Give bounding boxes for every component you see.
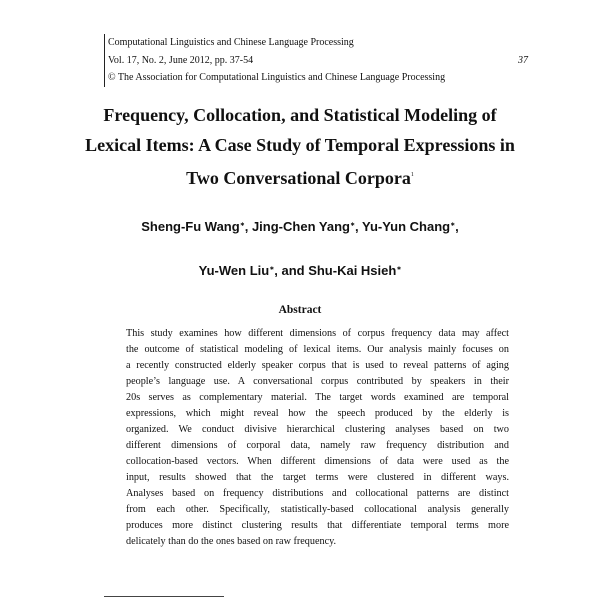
author-separator: , <box>455 219 459 234</box>
abstract-line: produces more distinct clustering results that differentiate temporal terms more <box>126 520 509 531</box>
abstract-line: delicately than do the ones based on raw frequency. <box>126 536 337 547</box>
abstract-body <box>126 326 509 550</box>
author-line <box>60 215 540 259</box>
author-list <box>60 215 540 303</box>
copyright-notice: © The Association for Computational Linguistics and Chinese Language Processing <box>108 72 446 83</box>
title-line: Lexical Items: A Case Study of Temporal Expressions in <box>85 135 515 155</box>
abstract-line: organized. We conduct divisive hierarchical clustering analyses based on two <box>126 424 509 435</box>
abstract-line: This study examines how different dimensions of corpus frequency data may affect <box>126 328 509 339</box>
affiliation-mark: ∗ <box>269 266 275 272</box>
author-name: Yu-Wen Liu <box>198 263 270 278</box>
author-name: Sheng-Fu Wang <box>141 219 240 234</box>
volume-info: Vol. 17, No. 2, June 2012, pp. 37-54 <box>108 54 254 66</box>
author-separator: , and <box>274 263 309 278</box>
author-separator: , <box>244 219 252 234</box>
abstract-line: the outcome of statistical modeling of lexical items. Our analysis mainly focuses on <box>126 344 509 355</box>
title-line <box>60 160 540 193</box>
footnote-divider <box>104 596 224 597</box>
affiliation-mark: ∗ <box>396 266 402 272</box>
author-separator: , <box>354 219 362 234</box>
abstract-line: collocation-based vectors. When different dimensions of data were used as the <box>126 456 509 467</box>
abstract-line: people’s language use. A conversational corpus contributed by speakers in their <box>126 376 509 387</box>
author-name: Shu-Kai Hsieh <box>308 263 397 278</box>
abstract-line: 20s serves as complementary material. The target words examined are temporal <box>126 392 509 403</box>
journal-header <box>104 34 528 87</box>
abstract-line: input, results showed that the target terms were clustered in different ways. <box>126 472 509 483</box>
journal-name: Computational Linguistics and Chinese Language Processing <box>108 37 354 48</box>
abstract-line: a recently constructed elderly speaker corpus that is used to reveal patterns of aging <box>126 360 509 371</box>
abstract-heading: Abstract <box>278 304 322 316</box>
abstract-line: from each other. Specifically, statistically-based collocational analysis generally <box>126 504 509 515</box>
author-name: Yu-Yun Chang <box>361 219 451 234</box>
title-line-text: Two Conversational Corpora <box>186 168 411 188</box>
abstract-line: different dimensions of corporal data, namely raw frequency distribution and <box>126 440 509 451</box>
affiliation-mark: ∗ <box>239 222 245 228</box>
abstract-line: expressions, which might reveal how the speech produced by the elderly is <box>126 408 509 419</box>
abstract-line: Analyses based on frequency distributions and collocational patterns are distinct <box>126 488 509 499</box>
page-number: 37 <box>518 54 528 66</box>
affiliation-mark: ∗ <box>349 222 355 228</box>
affiliation-mark: ∗ <box>450 222 456 228</box>
title-line: Frequency, Collocation, and Statistical Modeling of <box>103 105 497 125</box>
paper-title <box>60 100 540 193</box>
author-name: Jing-Chen Yang <box>251 219 350 234</box>
title-footnote-mark: 1 <box>410 172 414 178</box>
author-line <box>60 259 540 303</box>
